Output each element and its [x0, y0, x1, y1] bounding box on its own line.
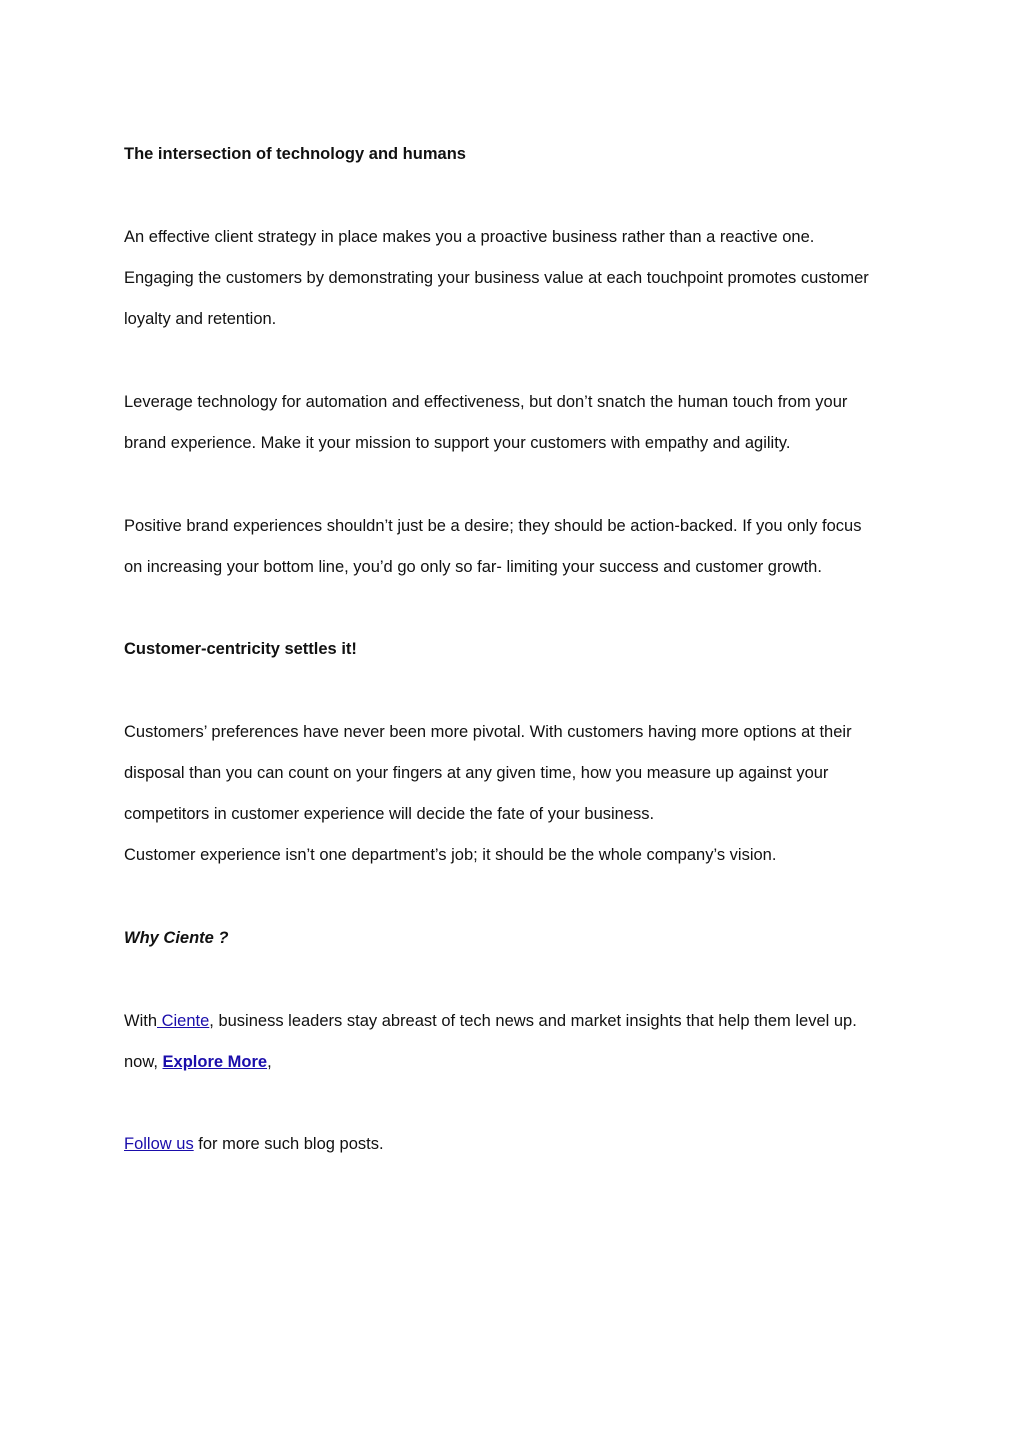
follow-us-link[interactable]: Follow us [124, 1135, 194, 1153]
para4-line2: disposal than you can count on your fingers at any given time, how you measure up against your [124, 764, 829, 782]
para4-line4: Customer experience isn’t one department’s job; it should be the whole company’s vision. [124, 846, 777, 864]
para3-line2: on increasing your bottom line, you’d go only so far- limiting your success and customer growth. [124, 558, 822, 576]
para5-prefix: With [124, 1012, 157, 1030]
para5-line1 [124, 1011, 857, 1031]
para5-line2 [124, 1052, 272, 1072]
explore-more-link[interactable]: Explore More [162, 1053, 268, 1071]
para5-line2-suffix: , [267, 1053, 272, 1071]
para2-line2: brand experience. Make it your mission to support your customers with empathy and agility. [124, 434, 791, 452]
para5-suffix: , business leaders stay abreast of tech news and market insights that help them level up. [209, 1012, 857, 1030]
para6-suffix: for more such blog posts. [193, 1135, 384, 1153]
para3-line1: Positive brand experiences shouldn’t just be a desire; they should be action-backed. If you only focus [124, 517, 862, 535]
para1-line1: An effective client strategy in place makes you a proactive business rather than a reactive one. [124, 228, 815, 246]
para5-line2-prefix: now, [124, 1053, 163, 1071]
para6-line1 [124, 1134, 384, 1154]
para4-line1: Customers’ preferences have never been more pivotal. With customers having more options at their [124, 723, 852, 741]
heading-why-ciente: Why Ciente ? [124, 929, 229, 947]
heading-customer-centricity: Customer-centricity settles it! [124, 640, 357, 658]
para2-line1: Leverage technology for automation and effectiveness, but don’t snatch the human touch from your [124, 393, 848, 411]
heading-intersection: The intersection of technology and humans [124, 145, 466, 163]
ciente-link[interactable]: Ciente [157, 1012, 210, 1030]
para4-line3: competitors in customer experience will decide the fate of your business. [124, 805, 655, 823]
para1-line3: loyalty and retention. [124, 310, 277, 328]
para1-line2: Engaging the customers by demonstrating your business value at each touchpoint promotes customer [124, 269, 869, 287]
